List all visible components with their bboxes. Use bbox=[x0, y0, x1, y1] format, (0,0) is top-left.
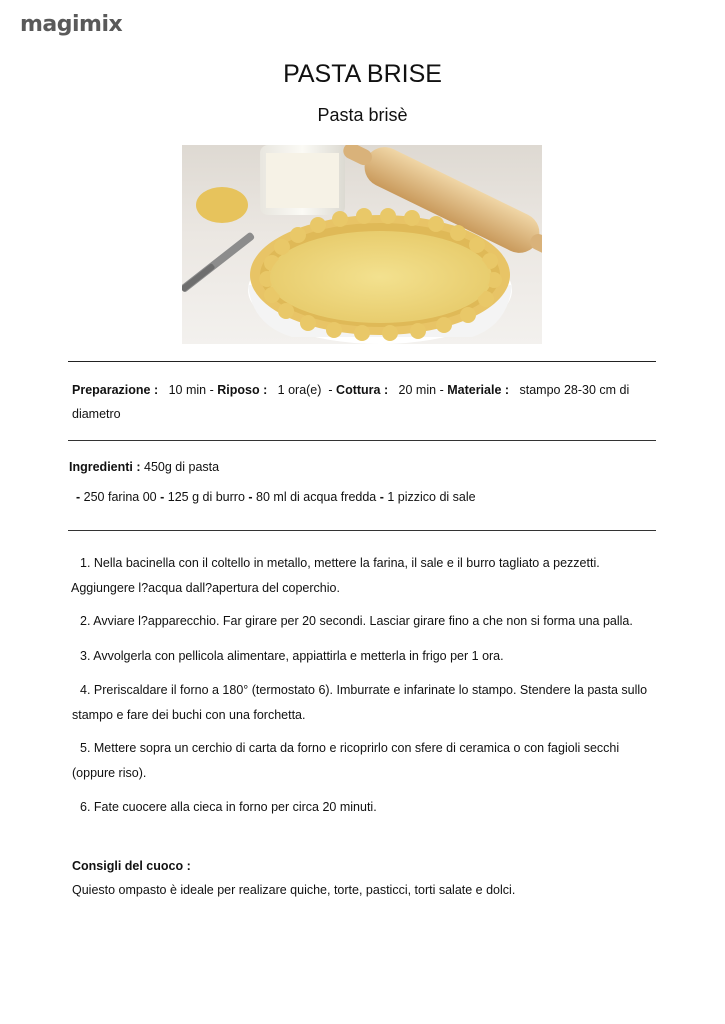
ingredient-item: 125 g di burro bbox=[167, 490, 245, 504]
step-text: 4. Preriscaldare il forno a 180° (termostato 6). Imburrate e infarinate lo stampo. Stendere la pasta sullo bbox=[80, 683, 648, 697]
divider bbox=[68, 361, 656, 362]
separator: - bbox=[439, 383, 444, 397]
step-3 bbox=[72, 644, 652, 669]
separator: - bbox=[328, 383, 333, 397]
tips-label: Consigli del cuoco : bbox=[72, 859, 191, 873]
prep-value: 10 min bbox=[168, 383, 207, 397]
step-4 bbox=[72, 678, 652, 728]
recipe-subtitle: Pasta brisè bbox=[317, 105, 408, 125]
tips-text: Quiesto ompasto è ideale per realizare quiche, torte, pasticci, torti salate e dolci. bbox=[72, 883, 516, 897]
step-text: 3. Avvolgerla con pellicola alimentare, appiattirla e metterla in frigo per 1 ora. bbox=[80, 649, 504, 663]
step-2 bbox=[72, 609, 652, 634]
ingredients-summary: 450g di pasta bbox=[144, 460, 220, 474]
ingredient-item: 1 pizzico di sale bbox=[387, 490, 476, 504]
ingredient-item: 250 farina 00 bbox=[83, 490, 157, 504]
step-text: Aggiungere l?acqua dall?apertura del coperchio. bbox=[71, 581, 340, 595]
divider bbox=[68, 440, 656, 441]
ingredients-header bbox=[69, 455, 219, 479]
step-6 bbox=[72, 795, 652, 820]
step-text: (oppure riso). bbox=[72, 766, 147, 780]
ingredients-label: Ingredienti : bbox=[69, 460, 141, 474]
divider bbox=[68, 530, 656, 531]
recipe-info bbox=[72, 378, 662, 402]
step-text: 6. Fate cuocere alla cieca in forno per circa 20 minuti. bbox=[80, 800, 377, 814]
ingredient-item: 80 ml di acqua fredda bbox=[256, 490, 377, 504]
prep-label: Preparazione : bbox=[72, 383, 159, 397]
rest-value: 1 ora(e) bbox=[277, 383, 322, 397]
ingredients-list: - 250 farina 00 - 125 g di burro - 80 ml di acqua fredda - 1 pizzico di sale bbox=[76, 490, 476, 504]
separator: - bbox=[209, 383, 214, 397]
step-text: stampo e fare dei buchi con una forchetta. bbox=[72, 708, 306, 722]
rest-label: Riposo : bbox=[217, 383, 268, 397]
step-text: 2. Avviare l?apparecchio. Far girare per 20 secondi. Lasciar girare fino a che non si forma una palla. bbox=[80, 614, 633, 628]
cook-value: 20 min bbox=[398, 383, 437, 397]
step-text: 1. Nella bacinella con il coltello in metallo, mettere la farina, il sale e il burro tagliato a pezzetti. bbox=[80, 556, 600, 570]
recipe-photo bbox=[182, 145, 542, 344]
material-value: stampo 28-30 cm di bbox=[519, 383, 630, 397]
brand-logo: magimix bbox=[20, 12, 123, 37]
recipe-title: PASTA BRISE bbox=[283, 60, 442, 88]
step-text: 5. Mettere sopra un cerchio di carta da forno e ricoprirlo con sfere di ceramica o con fagioli secchi bbox=[80, 741, 620, 755]
material-value-cont: diametro bbox=[72, 407, 121, 421]
cook-label: Cottura : bbox=[336, 383, 389, 397]
step-5 bbox=[72, 736, 652, 786]
step-1 bbox=[72, 551, 652, 601]
material-label: Materiale : bbox=[447, 383, 510, 397]
